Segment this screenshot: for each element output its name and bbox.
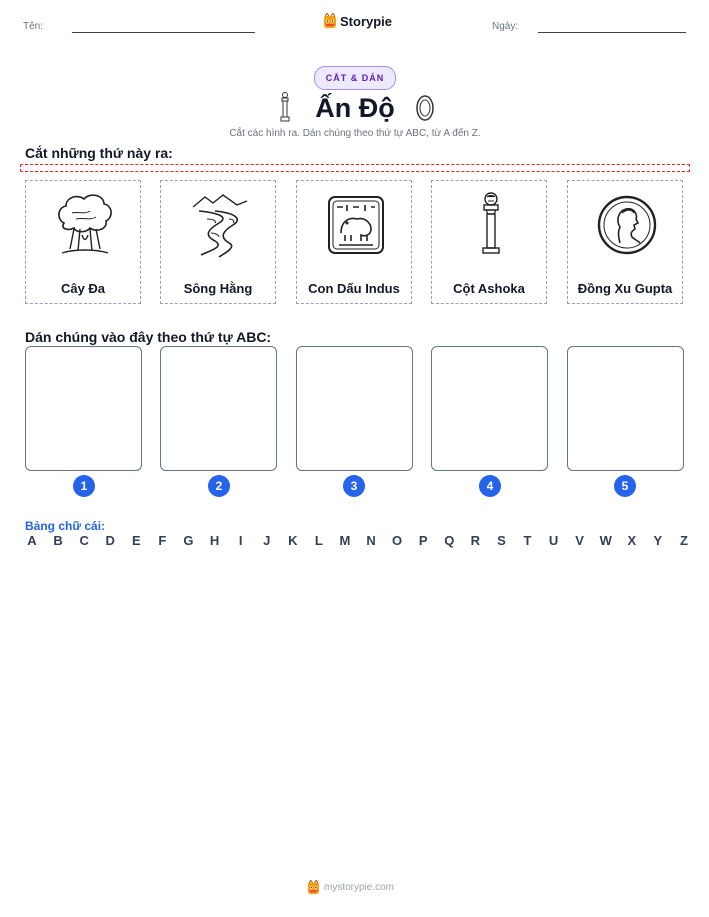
letter-q: Q <box>444 533 455 548</box>
card-gupta-coin[interactable] <box>567 180 683 304</box>
letter-b: B <box>53 533 63 548</box>
card-ganges-river[interactable] <box>160 180 276 304</box>
date-label: Ngày: <box>492 21 519 32</box>
letter-w: W <box>599 533 612 548</box>
coin-icon <box>415 94 435 127</box>
paste-slot-3[interactable] <box>296 346 413 471</box>
slot-number-4: 4 <box>479 475 501 497</box>
paste-slot-5[interactable] <box>567 346 684 471</box>
activity-badge: CẮT & DÁN <box>314 66 396 90</box>
cut-line <box>20 164 690 172</box>
letter-y: Y <box>653 533 663 548</box>
river-icon <box>189 189 251 261</box>
letter-l: L <box>314 533 323 548</box>
letter-v: V <box>575 533 584 548</box>
card-banyan-tree[interactable] <box>25 180 141 304</box>
letter-a: A <box>27 533 37 548</box>
card-label: Con Dấu Indus <box>308 281 400 296</box>
ashoka-pillar-icon <box>460 189 522 261</box>
card-label: Sông Hằng <box>183 281 253 296</box>
letter-j: J <box>263 533 271 548</box>
letter-d: D <box>105 533 115 548</box>
card-ashoka-pillar[interactable] <box>431 180 547 304</box>
letter-t: T <box>523 533 532 548</box>
brand-name: Storypie <box>340 13 393 29</box>
letter-x: X <box>627 533 637 548</box>
letter-r: R <box>470 533 481 548</box>
letter-m: M <box>339 533 351 548</box>
gupta-coin-icon <box>596 189 658 261</box>
alphabet-title: Bảng chữ cái: <box>25 519 106 533</box>
paste-slot-1[interactable] <box>25 346 142 471</box>
paste-slot-2[interactable] <box>160 346 277 471</box>
footer-url[interactable]: mystorypie.com <box>324 882 395 893</box>
name-line[interactable] <box>72 32 255 33</box>
card-label: Cột Ashoka <box>453 281 525 296</box>
letter-o: O <box>392 533 403 548</box>
card-label: Đồng Xu Gupta <box>577 281 673 296</box>
cut-section-title: Cắt những thứ này ra: <box>25 145 173 161</box>
brand-logo <box>323 13 392 29</box>
alphabet-row <box>25 533 691 548</box>
banyan-tree-icon <box>54 189 116 261</box>
storypie-mascot-icon <box>307 880 320 895</box>
letter-f: F <box>158 533 167 548</box>
indus-seal-icon <box>325 189 387 261</box>
letter-z: Z <box>679 533 688 548</box>
paste-section-title: Dán chúng vào đây theo thứ tự ABC: <box>25 329 272 345</box>
slot-number-3: 3 <box>343 475 365 497</box>
letter-u: U <box>548 533 559 548</box>
letter-g: G <box>183 533 194 548</box>
slot-number-5: 5 <box>614 475 636 497</box>
date-line[interactable] <box>538 32 686 33</box>
letter-s: S <box>497 533 506 548</box>
page-title: Ấn Độ <box>315 93 395 123</box>
slot-number-1: 1 <box>73 475 95 497</box>
letter-p: P <box>418 533 428 548</box>
name-label: Tên: <box>23 21 44 32</box>
letter-n: N <box>366 533 376 548</box>
letter-c: C <box>79 533 89 548</box>
letter-i: I <box>238 533 243 548</box>
footer <box>307 880 394 895</box>
slot-number-2: 2 <box>208 475 230 497</box>
letter-k: K <box>288 533 298 548</box>
paste-slot-4[interactable] <box>431 346 548 471</box>
letter-e: E <box>131 533 141 548</box>
card-indus-seal[interactable] <box>296 180 412 304</box>
letter-h: H <box>209 533 220 548</box>
storypie-mascot-icon <box>323 13 337 29</box>
instructions: Cắt các hình ra. Dán chúng theo thứ tự ABC, từ A đến Z. <box>229 128 481 139</box>
card-label: Cây Đa <box>60 281 106 296</box>
